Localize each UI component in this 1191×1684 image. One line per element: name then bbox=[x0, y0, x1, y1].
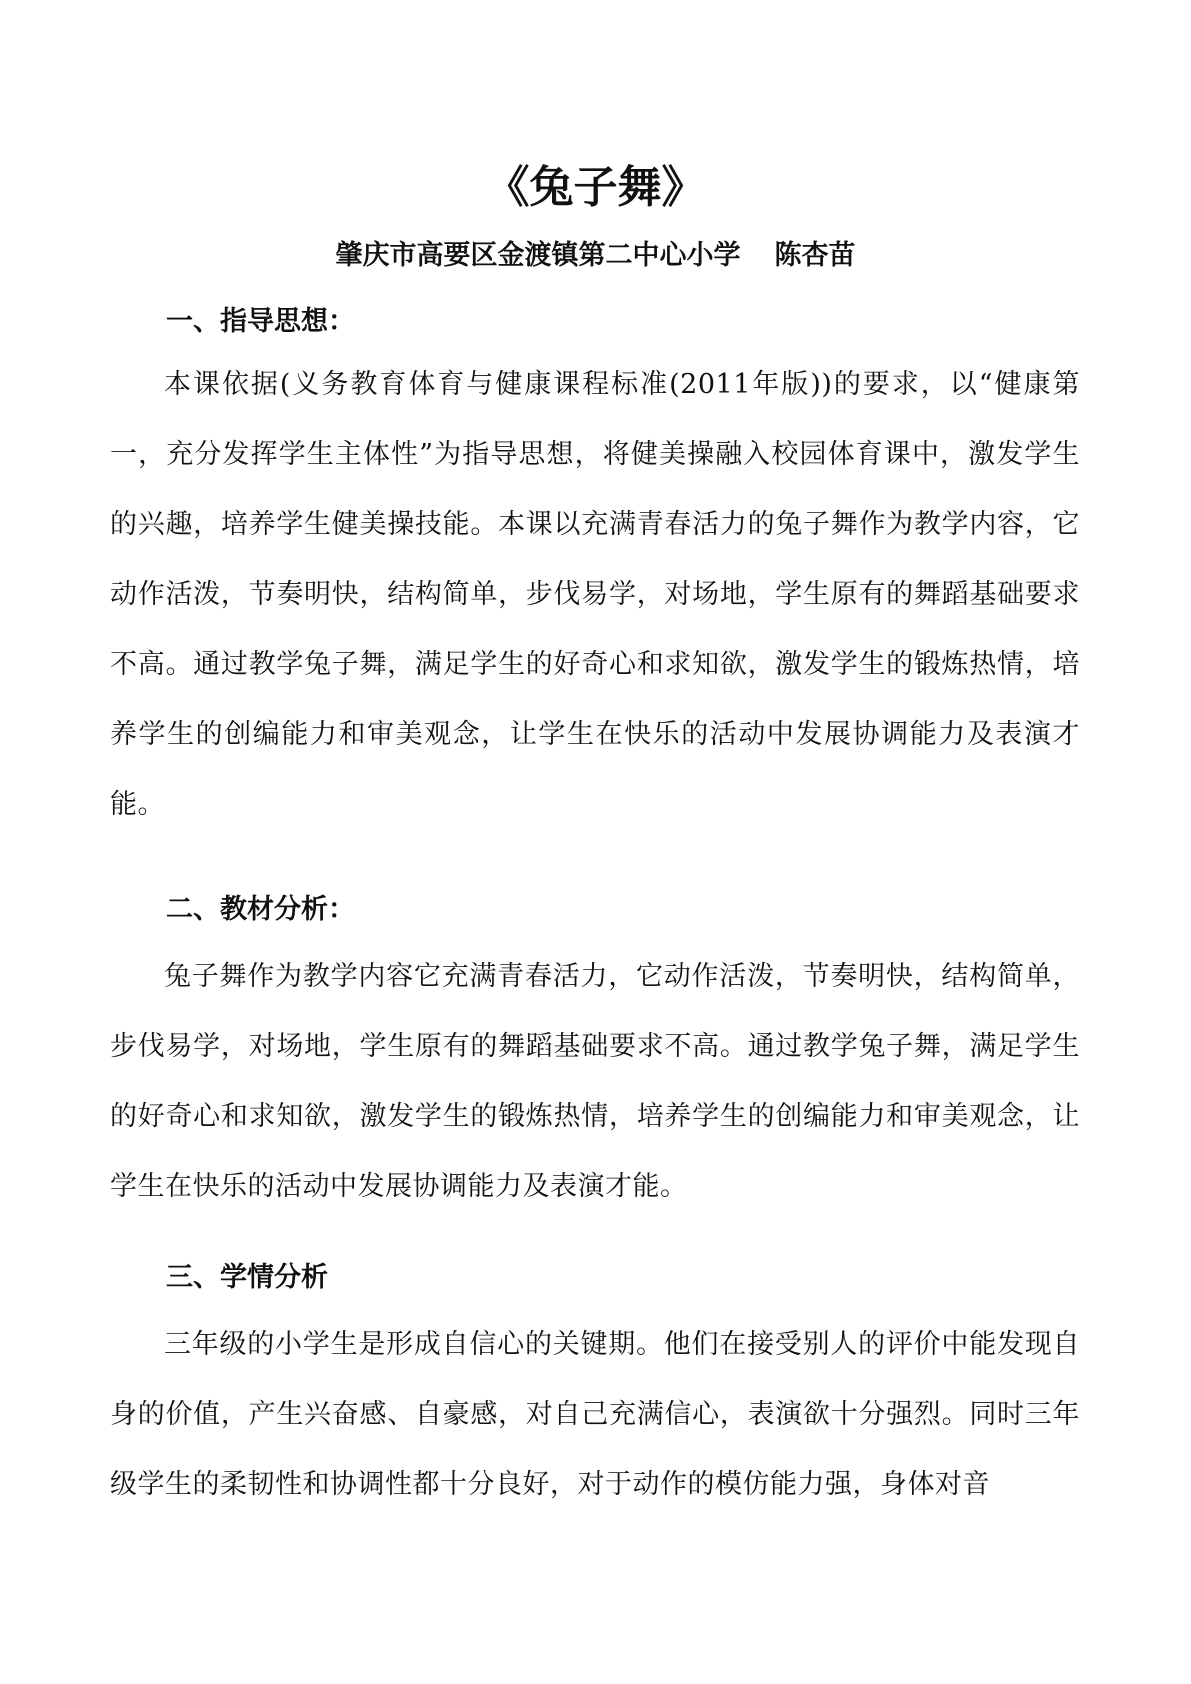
section-body-guiding-ideology: 本课依据(义务教育体育与健康课程标准(2011年版))的要求，以“健康第一，充分发挥学生主体性”为指导思想，将健美操融入校园体育课中，激发学生的兴趣，培养学生健美操技能。本课以充满青春活力的兔子舞作为教学内容，它动作活泼，节奏明快，结构简单，步伐易学，对场地，学生原有的舞蹈基础要求不高。通过教学兔子舞，满足学生的好奇心和求知欲，激发学生的锻炼热情，培养学生的创编能力和审美观念，让学生在快乐的活动中发展协调能力及表演才能。 bbox=[110, 369, 1080, 820]
document-title: 《兔子舞》 bbox=[485, 162, 706, 213]
author-school: 肇庆市高要区金渡镇第二中心小学 bbox=[335, 240, 741, 271]
author-name: 陈杏苗 bbox=[774, 240, 856, 271]
author-line bbox=[0, 236, 1191, 276]
section-heading-guiding-ideology: 一、指导思想： bbox=[166, 306, 355, 337]
section-heading-student-analysis: 三、学情分析 bbox=[166, 1262, 328, 1293]
section-body-student-analysis: 三年级的小学生是形成自信心的关键期。他们在接受别人的评价中能发现自身的价值，产生兴奋感、自豪感，对自己充满信心，表演欲十分强烈。同时三年级学生的柔韧性和协调性都十分良好，对于动作的模仿能力强，身体对音 bbox=[110, 1329, 1080, 1500]
section-body-textbook-analysis: 兔子舞作为教学内容它充满青春活力，它动作活泼，节奏明快，结构简单，步伐易学，对场地，学生原有的舞蹈基础要求不高。通过教学兔子舞，满足学生的好奇心和求知欲，激发学生的锻炼热情，培养学生的创编能力和审美观念，让学生在快乐的活动中发展协调能力及表演才能。 bbox=[110, 961, 1080, 1202]
section-heading-textbook-analysis: 二、教材分析： bbox=[166, 894, 355, 925]
